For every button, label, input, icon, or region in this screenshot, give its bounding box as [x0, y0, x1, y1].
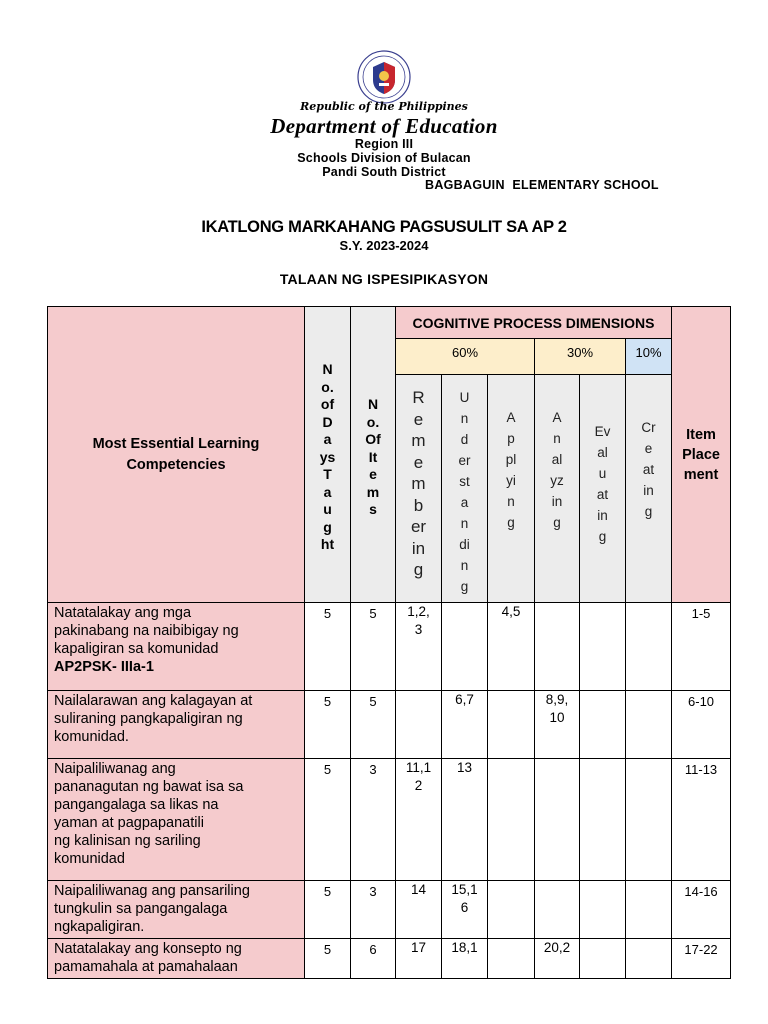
placement-cell: 14-16	[672, 881, 731, 939]
level-header-line: A	[506, 410, 516, 425]
level-header-line: n	[553, 431, 561, 446]
item-number-line: 18,1	[451, 940, 478, 955]
item-number-line: 4,5	[501, 604, 521, 619]
competency-line: ng kalinisan ng sariling	[54, 833, 201, 849]
items-header-line: s	[369, 501, 377, 518]
days-cell: 5	[305, 603, 351, 691]
days-cell: 5	[305, 759, 351, 881]
table-row	[48, 881, 731, 939]
days-taught-header	[305, 307, 351, 603]
region-label: Region III	[354, 137, 414, 151]
item-number-line: 2	[414, 778, 423, 793]
level-header-line: g	[507, 515, 515, 530]
level-header-line: al	[597, 445, 608, 460]
level-header-line: e	[413, 409, 424, 429]
item-number-line: 17	[410, 940, 427, 955]
level-header-line: at	[596, 487, 609, 502]
no-of-items-header	[351, 307, 396, 603]
deped-seal-icon	[357, 50, 411, 104]
days-cell: 5	[305, 881, 351, 939]
level-header-line: yi	[506, 473, 516, 488]
applying-cell	[488, 759, 535, 881]
items-cell: 5	[351, 691, 396, 759]
item-number-line: 11,1	[405, 760, 432, 775]
level-header-line: p	[507, 431, 515, 446]
level-header-line: R	[412, 388, 425, 407]
level-header-line: u	[598, 466, 607, 481]
creating-cell	[626, 691, 672, 759]
days-header-line: ht	[320, 536, 335, 553]
remembering-cell	[396, 603, 442, 691]
applying-cell	[488, 881, 535, 939]
district-label: Pandi South District	[322, 165, 446, 179]
competency-line: Nailalarawan ang kalagayan at	[54, 693, 253, 709]
days-header-line: g	[323, 518, 332, 535]
evaluating-cell	[580, 939, 626, 979]
competency-cell	[48, 939, 305, 979]
level-header-line: m	[411, 431, 426, 450]
competency-cell	[48, 691, 305, 759]
item-number-line: 8,9,	[545, 692, 569, 707]
competency-line: komunidad	[54, 851, 125, 867]
days-header-line: a	[323, 431, 332, 448]
level-header-remembering	[396, 375, 442, 603]
level-header-line: pl	[505, 452, 517, 467]
division-label: Schools Division of Bulacan	[297, 151, 471, 165]
placement-cell: 11-13	[672, 759, 731, 881]
days-cell: 5	[305, 691, 351, 759]
level-header-creating	[626, 375, 672, 603]
level-header-line: g	[598, 529, 607, 544]
level-header-line: e	[644, 441, 653, 456]
level-header-line: n	[507, 494, 515, 509]
item-number-line: 13	[456, 760, 473, 775]
evaluating-cell	[580, 691, 626, 759]
level-header-line: g	[460, 579, 469, 594]
competency-code: AP2PSK- IIIa-1	[54, 659, 154, 675]
placement-cell: 1-5	[672, 603, 731, 691]
item-placement-header	[672, 307, 731, 603]
pct-60-header: 60%	[396, 339, 535, 375]
level-header-line: e	[413, 452, 424, 472]
days-header-line: a	[323, 483, 332, 500]
level-header-line: g	[644, 504, 653, 519]
item-number-line: 20,2	[543, 940, 571, 955]
competency-line: ngkapaligiran.	[54, 919, 145, 935]
items-header-line: N	[367, 396, 379, 413]
school-year: S.Y. 2023-2024	[339, 238, 429, 253]
analyzing-cell	[535, 939, 580, 979]
evaluating-cell	[580, 603, 626, 691]
placement-header-line: Place	[682, 446, 720, 463]
items-header-line: e	[369, 466, 377, 483]
understanding-cell	[442, 881, 488, 939]
table-row	[48, 603, 731, 691]
understanding-cell	[442, 691, 488, 759]
pct-10-header: 10%	[626, 339, 672, 375]
days-header-line: o.	[321, 378, 334, 395]
table-row	[48, 759, 731, 881]
understanding-cell	[442, 759, 488, 881]
table-row	[48, 691, 731, 759]
items-cell: 6	[351, 939, 396, 979]
level-header-line: in	[411, 538, 426, 558]
level-header-line: yz	[550, 473, 564, 488]
level-header-understanding	[442, 375, 488, 603]
level-header-line: di	[459, 537, 470, 552]
competency-line: Natatalakay ang konsepto ng	[54, 941, 242, 957]
placement-cell: 17-22	[672, 939, 731, 979]
understanding-cell	[442, 939, 488, 979]
table-row	[48, 939, 731, 979]
level-header-evaluating	[580, 375, 626, 603]
remembering-cell	[396, 881, 442, 939]
analyzing-cell	[535, 603, 580, 691]
creating-cell	[626, 939, 672, 979]
items-cell: 3	[351, 759, 396, 881]
level-header-analyzing	[535, 375, 580, 603]
item-number-line: 3	[414, 622, 423, 637]
remembering-cell	[396, 939, 442, 979]
competency-cell	[48, 603, 305, 691]
level-header-line: st	[459, 474, 470, 489]
item-number-line: 6	[460, 900, 469, 915]
item-number-line: 15,1	[451, 882, 478, 897]
placement-cell: 6-10	[672, 691, 731, 759]
evaluating-cell	[580, 759, 626, 881]
level-header-line: g	[553, 515, 561, 530]
level-header-line: A	[552, 410, 562, 425]
level-header-line: g	[413, 560, 424, 579]
level-header-line: Cr	[641, 420, 656, 435]
placement-header-line: ment	[683, 466, 719, 483]
level-header-line: n	[460, 411, 469, 426]
level-header-line: er	[458, 453, 471, 468]
understanding-cell	[442, 603, 488, 691]
competency-line: yaman at pagpapanatili	[54, 815, 204, 831]
applying-cell	[488, 939, 535, 979]
creating-cell	[626, 881, 672, 939]
level-header-line: d	[460, 432, 469, 447]
days-header-line: ys	[319, 448, 336, 465]
cognitive-process-header: COGNITIVE PROCESS DIMENSIONS	[396, 307, 672, 339]
items-header-line: o.	[366, 413, 380, 430]
level-header-line: in	[643, 483, 654, 498]
remembering-cell	[396, 691, 442, 759]
competency-line: Natatalakay ang mga	[54, 605, 192, 621]
table-title: TALAAN NG ISPESIPIKASYON	[279, 271, 489, 287]
level-header-line: n	[460, 516, 469, 531]
items-header-line: Of	[365, 431, 381, 448]
analyzing-cell	[535, 881, 580, 939]
item-number-line: 14	[410, 882, 427, 897]
level-header-line: m	[411, 474, 426, 493]
remembering-cell	[396, 759, 442, 881]
creating-cell	[626, 603, 672, 691]
school-label: BAGBAGUIN ELEMENTARY SCHOOL	[425, 178, 659, 192]
creating-cell	[626, 759, 672, 881]
competency-line: tungkulin sa pangangalaga	[54, 901, 228, 917]
competency-line: pakinabang na naibibigay ng	[54, 623, 239, 639]
specification-table	[47, 306, 731, 979]
level-header-line: Ev	[594, 424, 611, 439]
competency-line: suliraning pangkapaligiran ng	[54, 711, 243, 727]
competency-cell	[48, 759, 305, 881]
analyzing-cell	[535, 759, 580, 881]
competency-header: Most Essential Learning Competencies	[48, 307, 305, 603]
competency-cell	[48, 881, 305, 939]
competency-line: pangangalaga sa likas na	[54, 797, 219, 813]
applying-cell	[488, 603, 535, 691]
competency-line: kapaligiran sa komunidad	[54, 641, 219, 657]
item-number-line: 1,2,	[407, 604, 430, 619]
level-header-line: in	[551, 494, 563, 509]
republic-label: Republic of the Philippines	[300, 100, 468, 113]
days-header-line: u	[323, 501, 332, 518]
items-header-line: It	[368, 448, 378, 465]
competency-line: Naipaliliwanag ang pansariling	[54, 883, 250, 899]
days-header-line: of	[320, 396, 335, 413]
days-header-line: T	[323, 466, 332, 483]
days-header-line: N	[322, 361, 333, 378]
items-cell: 3	[351, 881, 396, 939]
level-header-line: in	[597, 508, 608, 523]
level-header-line: n	[460, 558, 469, 573]
analyzing-cell	[535, 691, 580, 759]
level-header-line: b	[413, 495, 424, 515]
competency-line: pananagutan ng bawat isa sa	[54, 779, 244, 795]
days-cell: 5	[305, 939, 351, 979]
competency-line: pamamahala at pamahalaan	[54, 959, 238, 975]
applying-cell	[488, 691, 535, 759]
level-header-line: at	[642, 462, 655, 477]
days-header-line: D	[322, 413, 333, 430]
exam-title: IKATLONG MARKAHANG PAGSUSULIT SA AP 2	[201, 218, 567, 236]
level-header-applying	[488, 375, 535, 603]
level-header-line: er	[410, 517, 427, 536]
pct-30-header: 30%	[535, 339, 626, 375]
level-header-line: U	[459, 390, 470, 405]
evaluating-cell	[580, 881, 626, 939]
level-header-line: al	[551, 452, 563, 467]
items-header-line: m	[366, 483, 380, 500]
placement-header-line: Item	[686, 426, 716, 443]
item-number-line: 10	[549, 710, 565, 725]
level-header-line: a	[460, 495, 469, 510]
item-number-line: 6,7	[455, 692, 474, 707]
competency-line: Naipaliliwanag ang	[54, 761, 176, 777]
department-label: Department of Education	[270, 114, 498, 138]
competency-line: komunidad.	[54, 729, 129, 745]
items-cell: 5	[351, 603, 396, 691]
